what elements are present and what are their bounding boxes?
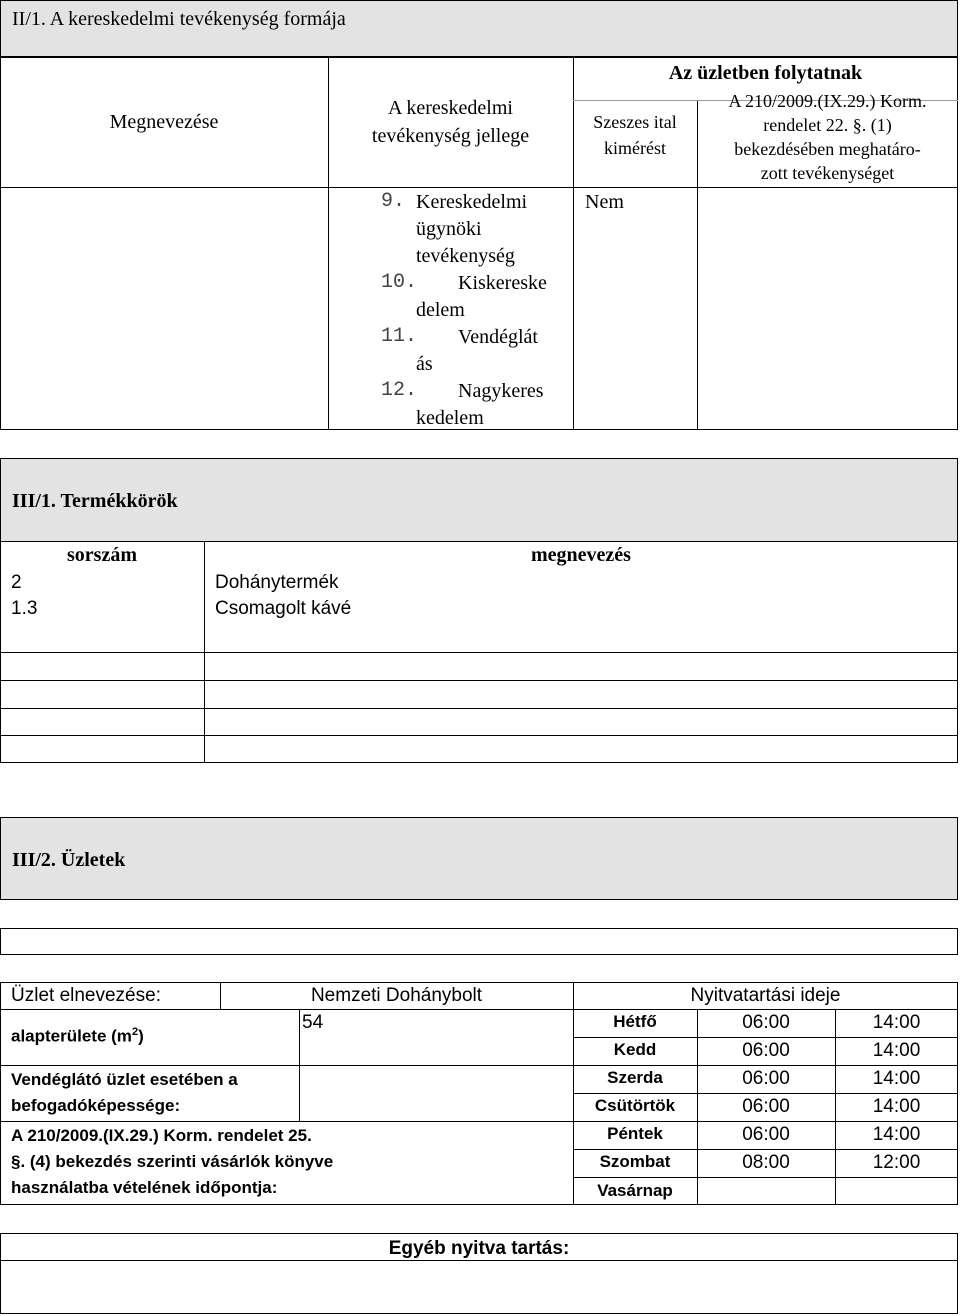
list-item-text: ügynöki xyxy=(416,218,482,240)
list-item-text: Kereskedelmi xyxy=(416,191,528,213)
other-hours-label: Egyéb nyitva tartás: xyxy=(388,1238,570,1259)
list-item-text: Nagykeres xyxy=(458,380,544,402)
list-item-number: 10. xyxy=(381,271,418,294)
open-time: 08:00 xyxy=(742,1152,790,1173)
complaint-book-label-line1: A 210/2009.(IX.29.) Korm. rendelet 25. xyxy=(11,1126,312,1145)
close-time: 14:00 xyxy=(872,1124,921,1145)
alcohol-value: Nem xyxy=(585,191,624,213)
close-time: 14:00 xyxy=(872,1040,921,1061)
col-header-number: sorszám xyxy=(67,544,137,566)
day-label: Vasárnap xyxy=(597,1181,673,1200)
table-cell-number: 2 xyxy=(11,572,22,593)
list-item-text: delem xyxy=(416,299,465,321)
col-header-decree-line4: zott tevékenységet xyxy=(760,163,895,183)
section-title: III/1. Termékkörök xyxy=(12,490,178,512)
capacity-label-line1: Vendéglátó üzlet esetében a xyxy=(11,1070,238,1089)
section-header-product-groups xyxy=(0,458,958,542)
section-header-shops xyxy=(0,817,958,900)
list-item-number: 9. xyxy=(381,190,406,213)
day-label: Kedd xyxy=(613,1040,657,1059)
col-header-decree-line3: bekezdésében meghatáro- xyxy=(734,139,921,159)
open-time: 06:00 xyxy=(742,1040,790,1061)
list-item-text: Kiskereske xyxy=(458,272,547,294)
list-item-number: 11. xyxy=(381,325,418,348)
col-header-decree-line1: A 210/2009.(IX.29.) Korm. xyxy=(728,91,927,111)
col-header-type-line1: A kereskedelmi xyxy=(388,97,513,119)
day-label: Szerda xyxy=(607,1068,663,1087)
area-value: 54 xyxy=(302,1012,324,1033)
close-time: 14:00 xyxy=(872,1096,921,1117)
shop-name-value: Nemzeti Dohánybolt xyxy=(310,985,483,1006)
day-label: Csütörtök xyxy=(594,1096,676,1115)
col-header-business: Az üzletben folytatnak xyxy=(668,62,863,84)
col-header-type-line2: tevékenység jellege xyxy=(371,125,530,147)
list-item-text: Vendéglát xyxy=(458,326,538,348)
col-header-product-name: megnevezés xyxy=(531,544,631,566)
col-header-name: Megnevezése xyxy=(109,111,219,133)
complaint-book-label-line2: §. (4) bekezdés szerinti vásárlók könyve xyxy=(11,1152,334,1171)
section-header-activity-form xyxy=(0,0,958,57)
col-header-decree-line2: rendelet 22. §. (1) xyxy=(763,115,892,135)
table-cell-number: 1.3 xyxy=(11,598,38,619)
close-time: 12:00 xyxy=(872,1152,921,1173)
day-label: Péntek xyxy=(607,1124,663,1143)
section-title: III/2. Üzletek xyxy=(12,849,126,871)
close-time: 14:00 xyxy=(872,1068,921,1089)
day-label: Hétfő xyxy=(613,1012,657,1031)
open-time: 06:00 xyxy=(742,1096,790,1117)
open-time: 06:00 xyxy=(742,1124,790,1145)
shop-name-label: Üzlet elnevezése: xyxy=(11,985,161,1006)
table-cell-product: Csomagolt kávé xyxy=(215,598,352,619)
open-time: 06:00 xyxy=(742,1068,790,1089)
list-item-text: ás xyxy=(416,353,433,375)
hours-title: Nyitvatartási ideje xyxy=(690,985,841,1006)
area-label: alapterülete $(m^2)$ xyxy=(11,1026,144,1046)
list-item-text: tevékenység xyxy=(416,245,515,267)
capacity-label-line2: befogadóképessége: xyxy=(11,1096,181,1115)
table-cell-product: Dohánytermék xyxy=(215,572,339,593)
close-time: 14:00 xyxy=(872,1012,921,1033)
open-time: 06:00 xyxy=(742,1012,790,1033)
day-label: Szombat xyxy=(599,1152,671,1171)
list-item-text: kedelem xyxy=(416,407,484,429)
complaint-book-label-line3: használatba vételének időpontja: xyxy=(11,1178,278,1197)
list-item-number: 12. xyxy=(381,379,418,402)
shop-address-box xyxy=(0,928,958,955)
col-header-alcohol-line2: kimérést xyxy=(604,138,666,158)
col-header-alcohol-line1: Szeszes ital xyxy=(593,112,677,132)
section-title: II/1. A kereskedelmi tevékenység formája xyxy=(12,8,346,30)
